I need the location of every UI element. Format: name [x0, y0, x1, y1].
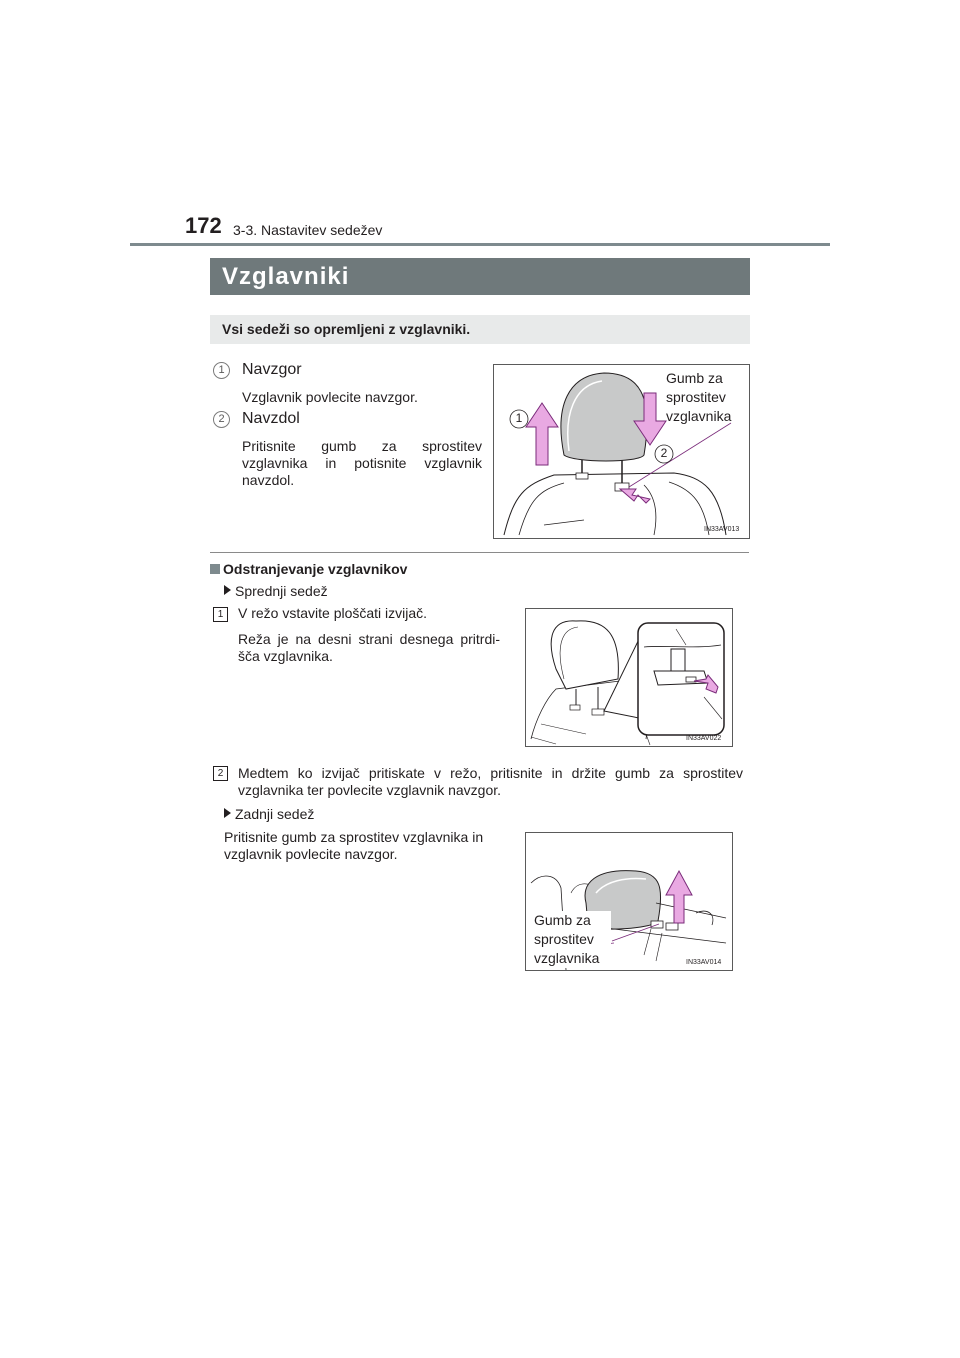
figure-front-seat — [525, 608, 733, 747]
front-seat-illustration — [526, 609, 732, 746]
front-seat-label — [224, 583, 328, 600]
header-divider — [130, 243, 830, 246]
page-number: 172 — [185, 213, 222, 238]
front-seat-label-text: Sprednji sedež — [235, 583, 328, 599]
square-bullet-icon — [210, 564, 220, 574]
rear-seat-label — [224, 806, 314, 823]
figure-headrest-adjust — [493, 364, 750, 539]
rear-figure-label-release-button — [534, 911, 611, 968]
figure-code: IN33AV014 — [686, 959, 722, 966]
figure-label-release-button — [666, 369, 731, 426]
item-text-up: Vzglavnik povlecite navzgor. — [242, 389, 418, 405]
figure-code: IN33AV013 — [704, 526, 740, 533]
page-title: Vzglavniki — [222, 263, 350, 290]
section-breadcrumb: 3-3. Nastavitev sedežev — [233, 222, 383, 238]
figure-label-line: vzglavnika — [534, 950, 600, 966]
item-number-circle: 1 — [213, 362, 230, 379]
removal-heading-text: Odstranjevanje vzglavnikov — [223, 561, 408, 577]
front-step-1-text: Reža je na desni strani desnega pritrdi-šča vzglavnika. — [238, 631, 500, 664]
figure-label-line: Gumb za — [666, 370, 723, 386]
item-number-circle: 2 — [213, 411, 230, 428]
triangle-bullet-icon — [224, 585, 231, 595]
removal-heading — [210, 561, 407, 577]
intro-text: Vsi sedeži so opremljeni z vzglavniki. — [222, 321, 471, 337]
intro-bar — [210, 315, 750, 344]
item-title-down: Navzdol — [242, 410, 300, 427]
figure-code: IN33AV022 — [686, 735, 722, 742]
item-title-up: Navzgor — [242, 361, 302, 378]
front-step-2-text: Medtem ko izvijač pritiskate v režo, pritisnite in držite gumb za sprostitev vzglavnika ter povlecite vzglavnik navzgor. — [238, 765, 743, 798]
rear-seat-label-text: Zadnji sedež — [235, 806, 315, 822]
figure-rear-seat — [525, 832, 733, 971]
front-step-1-title: V režo vstavite ploščati izvijač. — [238, 605, 428, 621]
figure-label-line: sprostitev — [666, 389, 726, 405]
figure-label-line: sprostitev — [534, 931, 594, 947]
figure-label-line: Gumb za — [534, 912, 591, 928]
section-divider — [210, 552, 749, 553]
figure-label-line: vzglavnika — [666, 408, 732, 424]
rear-seat-text: Pritisnite gumb za sprostitev vzglavnika in vzglavnik povlecite navzgor. — [224, 829, 484, 862]
section-title-bar — [210, 258, 750, 295]
step-number-box: 1 — [213, 607, 228, 622]
triangle-bullet-icon — [224, 808, 231, 818]
figure-callout-2: 2 — [660, 446, 668, 460]
step-number-box: 2 — [213, 766, 228, 781]
figure-callout-1: 1 — [515, 411, 523, 425]
item-text-down: Pritisnite gumb za sprostitev vzglavnika in potisnite vzglavnik navzdol. — [242, 438, 482, 488]
